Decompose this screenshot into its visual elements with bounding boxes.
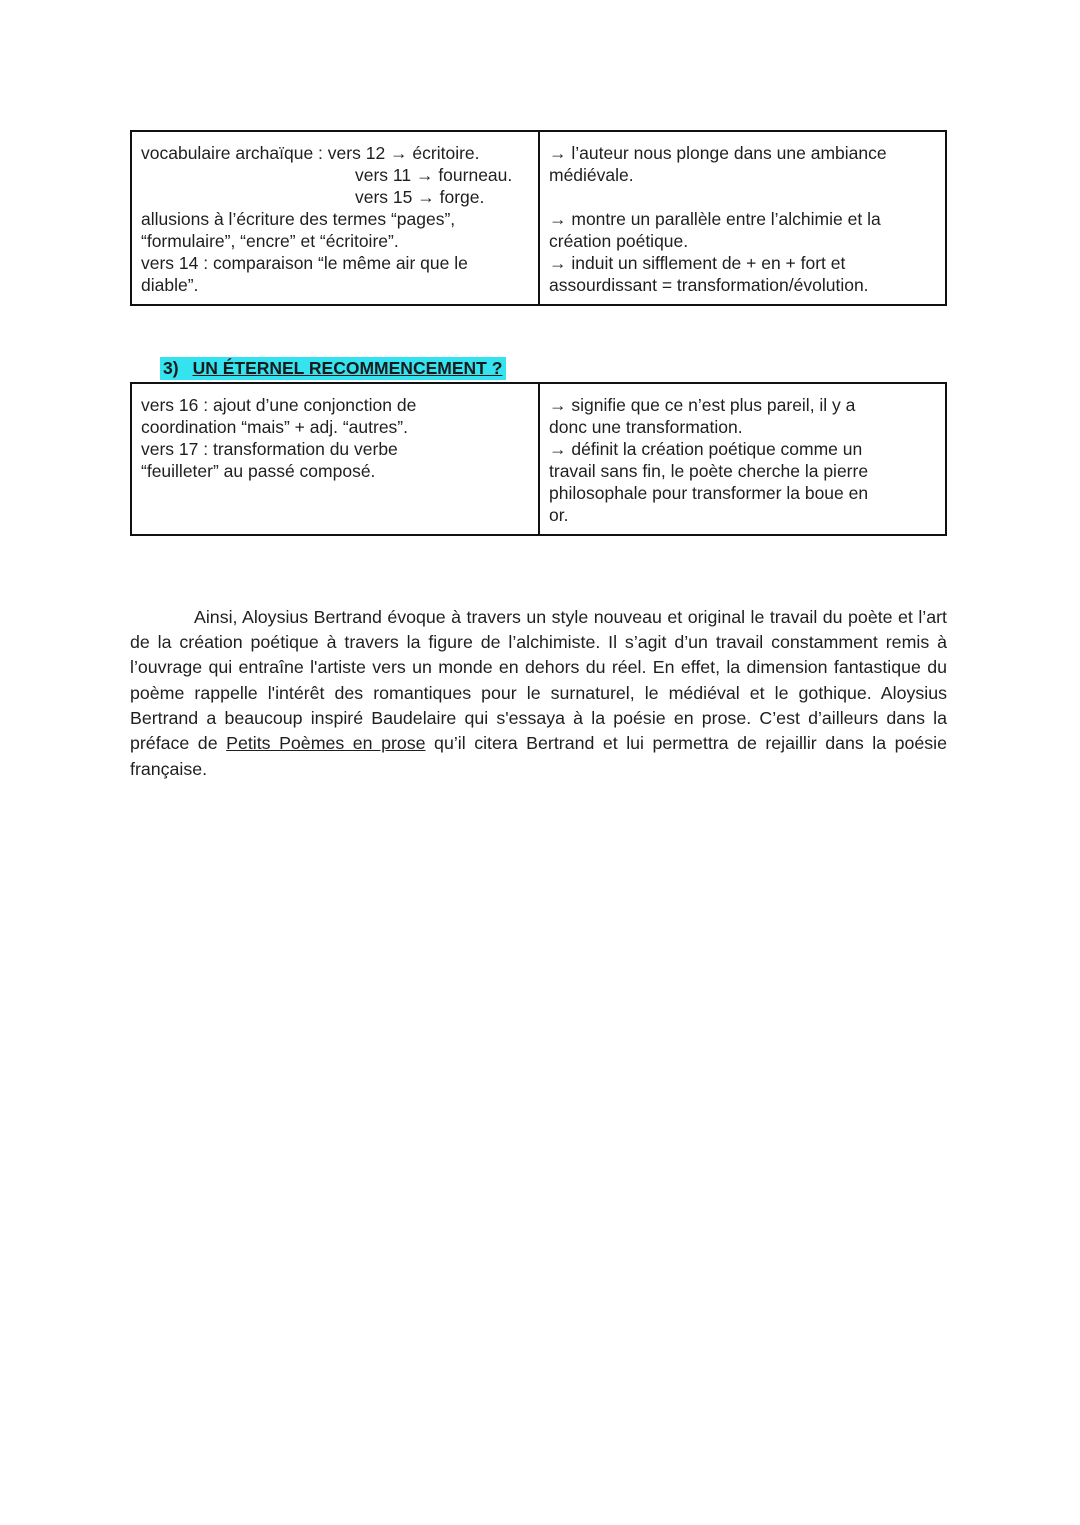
table1-left-line: vers 11 → fourneau. [355, 165, 513, 185]
table1-left-line: vers 14 : comparaison “le même air que le [141, 253, 468, 273]
table2-right-line: donc une transformation. [549, 417, 743, 437]
conclusion-paragraph [130, 605, 947, 782]
table1-left-line: allusions à l’écriture des termes “pages”, [141, 209, 456, 229]
table1-right-cell [540, 132, 945, 304]
book-title: Petits Poèmes en prose [226, 733, 426, 754]
analysis-table-2 [130, 382, 947, 536]
section-heading [160, 357, 506, 380]
table2-right-line: → définit la création poétique comme un [549, 439, 863, 459]
table2-right-line: or. [549, 505, 569, 525]
table2-left-cell [132, 384, 540, 534]
table2-right-line: travail sans fin, le poète cherche la pierre [549, 461, 869, 481]
table1-right-line: création poétique. [549, 231, 689, 251]
table1-left-line: diable”. [141, 275, 199, 295]
table2-left-line: coordination “mais” + adj. “autres”. [141, 417, 408, 437]
table2-right-line: → signifie que ce n’est plus pareil, il y a [549, 395, 856, 415]
table1-right-line: assourdissant = transformation/évolution. [549, 275, 869, 295]
table2-right-line: philosophale pour transformer la boue en [549, 483, 869, 503]
section-title: UN ÉTERNEL RECOMMENCEMENT ? [192, 358, 503, 378]
table1-left-line: “formulaire”, “encre” et “écritoire”. [141, 231, 399, 251]
table1-left-line: vers 15 → forge. [355, 187, 485, 207]
table1-left-cell [132, 132, 540, 304]
conclusion-text-after: qu’il citera Bertrand et lui permettra de rejaillir dans la poésie française. [130, 733, 948, 779]
table2-left-line: vers 17 : transformation du verbe [141, 439, 398, 459]
table2-left-line: “feuilleter” au passé composé. [141, 461, 376, 481]
table1-right-line: → l’auteur nous plonge dans une ambiance [549, 143, 887, 163]
table2-left-line: vers 16 : ajout d’une conjonction de [141, 395, 417, 415]
table1-right-line: → montre un parallèle entre l’alchimie et la [549, 209, 881, 229]
analysis-table-1 [130, 130, 947, 306]
table1-left-line: vocabulaire archaïque : vers 12 → écritoire. [141, 143, 480, 163]
table1-right-line: → induit un sifflement de + en + fort et [549, 253, 846, 273]
table2-right-cell [540, 384, 945, 534]
table1-right-line: médiévale. [549, 165, 634, 185]
conclusion-text-before: Ainsi, Aloysius Bertrand évoque à travers un style nouveau et original le travail du poète et l’art de la création poétique à travers la figure de l’alchimiste. Il s’agit d’un travail constamment remis à l’ouvrage qui entraîne l'artiste vers un monde en dehors du réel. En effet, la dimension fantastique du poème rappelle l'intérêt des romantiques pour le surnaturel, le médiéval et le gothique. Aloysius Bertrand a beaucoup inspiré Baudelaire qui s'essaya à la poésie en prose. C’est d’ailleurs dans la préface de [130, 606, 947, 754]
section-number: 3) [163, 358, 179, 378]
